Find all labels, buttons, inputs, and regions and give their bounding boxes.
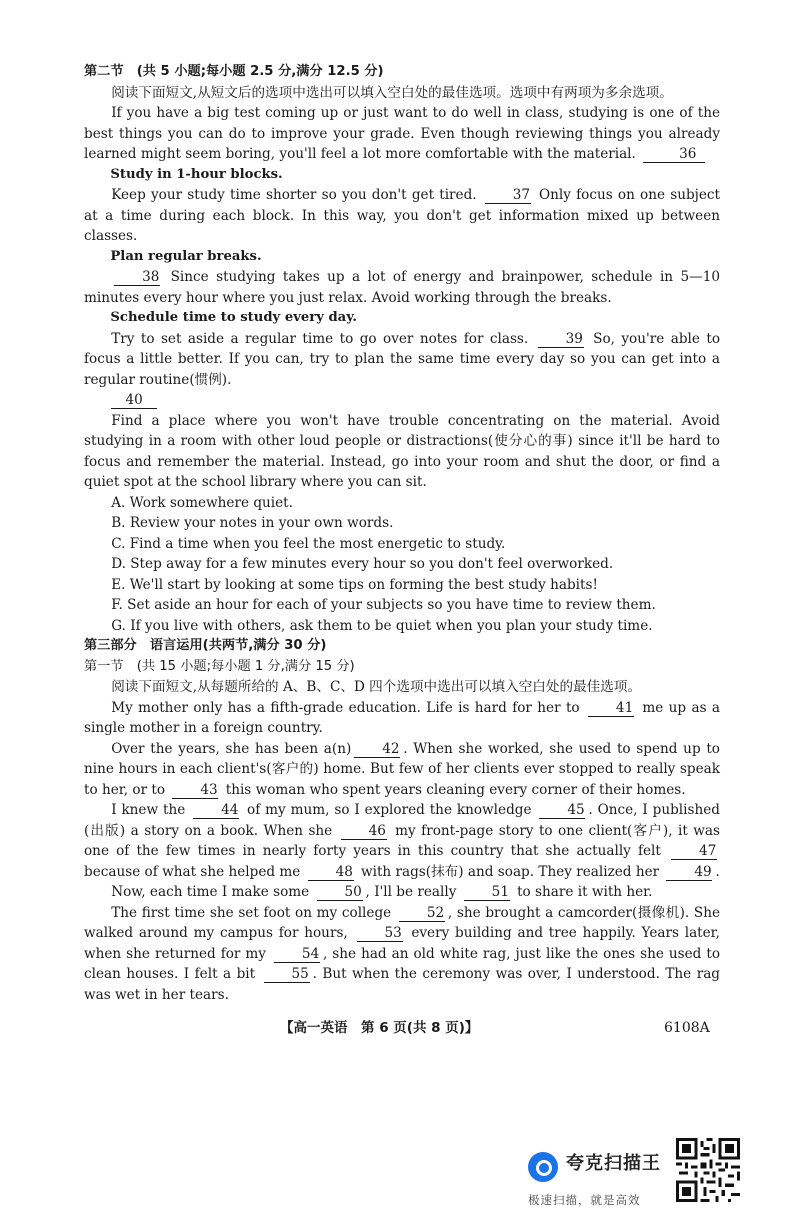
blank-47: 47	[671, 844, 717, 860]
blank-42: 42	[354, 742, 400, 758]
scanner-watermark	[528, 1138, 788, 1210]
blank-55: 55	[264, 967, 310, 983]
scanner-app-name: 夸克扫描王	[566, 1153, 661, 1174]
page-number-label: 【高一英语 第 6 页(共 8 页)】	[280, 1020, 479, 1036]
blank-44: 44	[193, 803, 239, 819]
part3-section1-heading: 第一节 (共 15 小题;每小题 1 分,满分 15 分)	[84, 658, 355, 674]
passage-paragraph: Keep your study time shorter so you don't get tired. 37 Only focus on one subject at a time during each block. In this way, you don't get information mixed up between classes.	[84, 187, 720, 244]
page-footer	[0, 1018, 800, 1042]
section2-instruction: 阅读下面短文,从短文后的选项中选出可以填入空白处的最佳选项。选项中有两项为多余选项。	[111, 84, 673, 101]
blank-37: 37	[485, 188, 531, 204]
option-f: F. Set aside an hour for each of your subjects so you have time to review them.	[111, 597, 656, 613]
blank-41: 41	[588, 701, 634, 717]
blank-40-line	[84, 390, 720, 411]
passage-paragraph: Try to set aside a regular time to go over notes for class. 39 So, you're able to focus a little better. If you can, try to plan the same time every day so you can get into a regular routine(惯例).	[84, 330, 721, 388]
passage-paragraph: Find a place where you won't have trouble concentrating on the material. Avoid studying in a room with other loud people or distractions(使分心的事) since it'll be hard to focus and remember the material. Instead, go into your room and shut the door, or find a quiet spot at the school library where you can sit.	[84, 412, 720, 490]
option-g: G. If you live with others, ask them to be quiet when you plan your study time.	[111, 617, 653, 634]
cloze-paragraph: Over the years, she has been a(n) 42 . When she worked, she used to spend up to nine hours in each client's(客户的) home. But few of her clients ever stopped to really speak to her, or to 43 this woman who spent years cleaning every corner of their homes.	[84, 740, 720, 798]
passage-paragraph: If you have a big test coming up or just want to do well in class, studying is one of the best things you can do to improve your grade. Even though reviewing things you already learned might seem boring, you'll feel a lot more comfortable with the material. 36	[84, 105, 720, 162]
option-c: C. Find a time when you feel the most energetic to study.	[111, 535, 506, 552]
blank-46: 46	[341, 824, 387, 840]
blank-54: 54	[274, 947, 320, 963]
cloze-paragraph: The first time she set foot on my college 52 , she brought a camcorder(摄像机). She walked around my campus for hours, 53 every building and tree happily. Years later, when she returned for my 54 , she had an old white rag, just like the ones she used to clean houses. I felt a bit 55 . But when the ceremony was over, I understood. The rag was wet in her tears.	[84, 904, 721, 1003]
qr-code-icon	[676, 1138, 740, 1202]
blank-49: 49	[666, 865, 712, 881]
option-a: A. Work somewhere quiet.	[111, 494, 293, 511]
cloze-paragraph: I knew the 44 of my mum, so I explored the knowledge 45 . Once, I published (出版) a story on a book. When she 46 my front-page story to one client(客户), it was one of the few times in nearly forty years in this country that she actually felt 47 because of what she helped me 48 with rags(抹布) and soap. They realized her 49 .	[84, 802, 720, 880]
subheading-breaks: Plan regular breaks.	[110, 248, 262, 264]
blank-45: 45	[539, 803, 585, 819]
blank-43: 43	[172, 783, 218, 799]
blank-48: 48	[308, 865, 354, 881]
blank-39: 39	[538, 332, 584, 348]
cloze-paragraph: Now, each time I make some 50 , I'll be really 51 to share it with her.	[111, 884, 653, 900]
scanner-logo-icon	[528, 1152, 558, 1182]
subheading-study-blocks: Study in 1-hour blocks.	[110, 166, 283, 182]
section2-heading: 第二节 (共 5 小题;每小题 2.5 分,满分 12.5 分)	[84, 64, 384, 79]
option-d: D. Step away for a few minutes every hour so you don't feel overworked.	[111, 556, 614, 572]
blank-50: 50	[317, 885, 363, 901]
blank-51: 51	[464, 885, 510, 901]
blank-52: 52	[399, 906, 445, 922]
subheading-schedule: Schedule time to study every day.	[110, 310, 357, 325]
blank-38: 38	[114, 270, 160, 286]
blank-40: 40	[111, 393, 157, 409]
exam-code: 6108A	[664, 1020, 710, 1036]
part3-instruction: 阅读下面短文,从每题所给的 A、B、C、D 四个选项中选出可以填入空白处的最佳选项。	[111, 679, 642, 695]
part3-heading: 第三部分 语言运用(共两节,满分 30 分)	[84, 638, 327, 653]
option-b: B. Review your notes in your own words.	[111, 515, 394, 531]
blank-53: 53	[357, 926, 403, 942]
cloze-paragraph: My mother only has a fifth-grade education. Life is hard for her to 41 me up as a single mother in a foreign country.	[84, 699, 721, 736]
blank-36: 36	[643, 147, 705, 163]
exam-page	[84, 62, 720, 1005]
passage-paragraph: 38 Since studying takes up a lot of energy and brainpower, schedule in 5—10 minutes every hour where you just relax. Avoid working through the breaks.	[84, 269, 721, 306]
scanner-slogan: 极速扫描，就是高效	[528, 1193, 641, 1207]
option-e: E. We'll start by looking at some tips on forming the best study habits!	[111, 576, 598, 593]
